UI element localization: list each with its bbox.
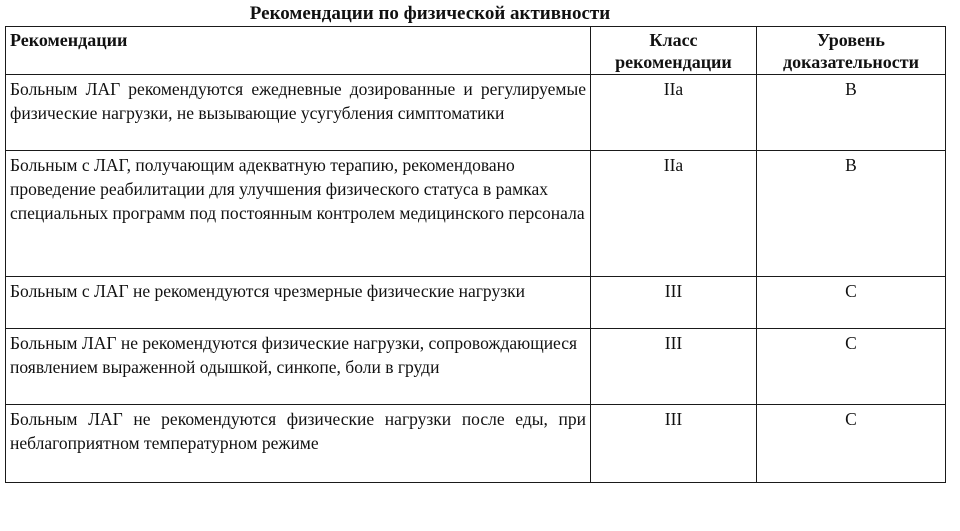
recommendation-class: III (591, 277, 757, 329)
recommendation-class: IIa (591, 75, 757, 151)
recommendations-table (5, 26, 946, 483)
evidence-level: C (757, 277, 946, 329)
evidence-level: C (757, 405, 946, 483)
table-row (6, 151, 946, 277)
table-row (6, 405, 946, 483)
table-row (6, 75, 946, 151)
recommendation-class: III (591, 405, 757, 483)
table-row (6, 277, 946, 329)
header-recommendation: Рекомендации (6, 27, 591, 75)
table-header-row (6, 27, 946, 75)
recommendation-text: Больным ЛАГ не рекомендуются физические нагрузки после еды, при неблагоприятном температурном режиме (6, 405, 591, 483)
table-row (6, 329, 946, 405)
evidence-level: B (757, 75, 946, 151)
recommendation-text: Больным с ЛАГ не рекомендуются чрезмерные физические нагрузки (6, 277, 591, 329)
recommendation-text: Больным с ЛАГ, получающим адекватную терапию, рекомендовано проведение реабилитации для улучшения физического статуса в рамках специальных программ под постоянным контролем медицинского персонала (6, 151, 591, 277)
recommendation-text: Больным ЛАГ не рекомендуются физические нагрузки, сопровождающиеся появлением выраженной одышкой, синкопе, боли в груди (6, 329, 591, 405)
recommendation-class: IIa (591, 151, 757, 277)
evidence-level: B (757, 151, 946, 277)
evidence-level: C (757, 329, 946, 405)
header-class: Класс рекомендации (591, 27, 757, 75)
table-title: Рекомендации по физической активности (249, 3, 611, 24)
recommendation-text: Больным ЛАГ рекомендуются ежедневные дозированные и регулируемые физические нагрузки, не вызывающие усугубления симптоматики (6, 75, 591, 151)
header-level: Уровень доказательности (757, 27, 946, 75)
recommendation-class: III (591, 329, 757, 405)
